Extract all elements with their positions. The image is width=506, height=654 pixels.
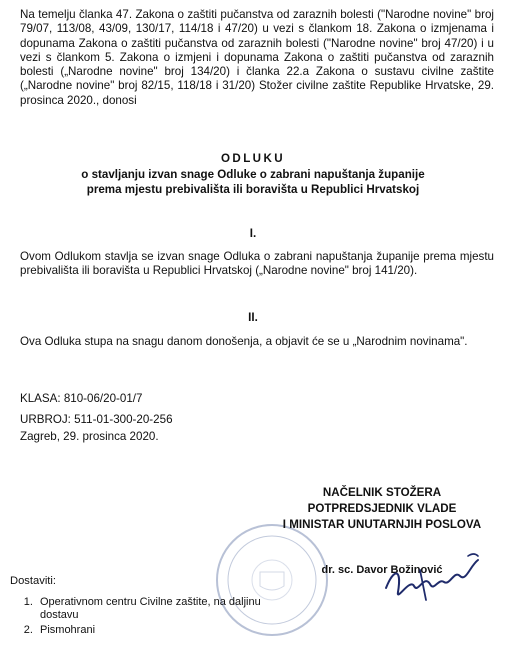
- list-item: 2. Pismohrani: [36, 624, 286, 637]
- section-1-text: Ovom Odlukom stavlja se izvan snage Odluka o zabrani napuštanja županije prema mjestu prebivališta ili boravišta u Republici Hrvatskoj („Narodne novine" broj 141/20).: [20, 250, 494, 278]
- signature-icon: [380, 548, 490, 608]
- section-2-text: Ova Odluka stupa na snagu danom donošenja, a objavit će se u „Narodnim novinama".: [20, 335, 468, 348]
- document-subtitle-line-1: o stavljanju izvan snage Odluke o zabrani napuštanja županije: [81, 168, 425, 181]
- signer-name: dr. sc. Davor Božinović: [321, 564, 443, 576]
- urbroj-reference: URBROJ: 511-01-300-20-256: [20, 413, 173, 426]
- section-1-heading: I.: [249, 227, 257, 240]
- preamble-paragraph: Na temelju članka 47. Zakona o zaštiti pučanstva od zaraznih bolesti ("Narodne novine" broj 79/07, 113/08, 43/09, 130/17, 114/18 i 47/20) u vezi s člankom 18. Zakona o izmjenama i dopunama Zakona o zaštiti pučanstva od zaraznih bolesti ("Narodne novine" broj 47/20) i u vezi s člankom 5. Zakona o izmjeni i dopunama Zakona o zaštiti pučanstva od zaraznih bolesti („Narodne novine" broj 134/20) i članka 22.a Zakona o sustavu civilne zaštite („Narodne novine" broj 82/15, 118/18 i 31/20) Stožer civilne zaštite Republike Hrvatske, 29. prosinca 2020., donosi: [20, 8, 494, 107]
- signer-title-line-3: I MINISTAR UNUTARNJIH POSLOVA: [282, 518, 482, 531]
- section-2-heading: II.: [248, 311, 258, 324]
- document-subtitle-line-2: prema mjestu prebivališta ili boravišta u Republici Hrvatskoj: [86, 183, 420, 196]
- list-item: 1. Operativnom centru Civilne zaštite, na daljinu dostavu: [36, 596, 286, 622]
- document-title: ODLUKU: [221, 152, 285, 165]
- klasa-reference: KLASA: 810-06/20-01/7: [20, 392, 143, 405]
- signer-title-line-2: POTPREDSJEDNIK VLADE: [307, 502, 457, 515]
- place-and-date: Zagreb, 29. prosinca 2020.: [20, 430, 159, 443]
- recipient-list: [16, 596, 286, 639]
- signer-title-line-1: NAČELNIK STOŽERA: [322, 486, 442, 499]
- dostaviti-label: Dostaviti:: [10, 575, 57, 587]
